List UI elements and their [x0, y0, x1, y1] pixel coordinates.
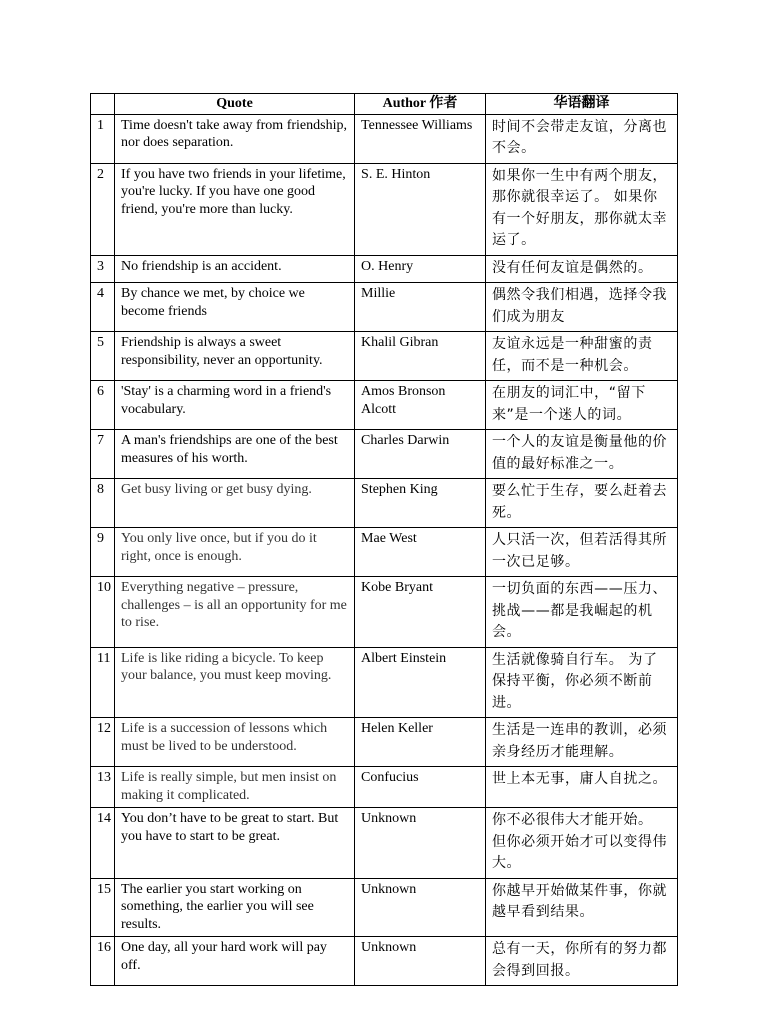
author-name: Unknown — [355, 878, 486, 937]
table-row — [91, 332, 678, 381]
chinese-translation: 你不必很伟大才能开始。 但你必须开始才可以变得伟大。 — [485, 808, 677, 879]
chinese-translation: 生活是一连串的教训，必须亲身经历才能理解。 — [485, 718, 677, 767]
header-number — [91, 94, 115, 115]
header-author: Author 作者 — [355, 94, 486, 115]
quote-text: Everything negative – pressure, challenges – is all an opportunity for me to rise. — [115, 577, 355, 648]
quote-text: A man's friendships are one of the best measures of his worth. — [115, 430, 355, 479]
chinese-translation: 生活就像骑自行车。 为了保持平衡，你必须不断前进。 — [485, 647, 677, 718]
header-row — [91, 94, 678, 115]
quote-text: Friendship is always a sweet responsibility, never an opportunity. — [115, 332, 355, 381]
author-name: Amos Bronson Alcott — [355, 381, 486, 430]
row-number: 5 — [91, 332, 115, 381]
author-name: Millie — [355, 283, 486, 332]
chinese-translation: 如果你一生中有两个朋友，那你就很幸运了。 如果你有一个好朋友，那你就太幸运了。 — [485, 163, 677, 255]
row-number: 6 — [91, 381, 115, 430]
table-row — [91, 767, 678, 808]
author-name: Tennessee Williams — [355, 114, 486, 163]
quote-text: The earlier you start working on something, the earlier you will see results. — [115, 878, 355, 937]
chinese-translation: 友谊永远是一种甜蜜的责任，而不是一种机会。 — [485, 332, 677, 381]
row-number: 4 — [91, 283, 115, 332]
author-name: Helen Keller — [355, 718, 486, 767]
table-row — [91, 381, 678, 430]
row-number: 1 — [91, 114, 115, 163]
row-number: 15 — [91, 878, 115, 937]
quote-text: Time doesn't take away from friendship, nor does separation. — [115, 114, 355, 163]
row-number: 16 — [91, 937, 115, 986]
header-quote: Quote — [115, 94, 355, 115]
row-number: 14 — [91, 808, 115, 879]
chinese-translation: 人只活一次，但若活得其所一次已足够。 — [485, 528, 677, 577]
table-row — [91, 577, 678, 648]
chinese-translation: 总有一天，你所有的努力都会得到回报。 — [485, 937, 677, 986]
author-name: Unknown — [355, 808, 486, 879]
author-name: O. Henry — [355, 255, 486, 283]
author-name: Unknown — [355, 937, 486, 986]
chinese-translation: 你越早开始做某件事，你就越早看到结果。 — [485, 878, 677, 937]
chinese-translation: 在朋友的词汇中，“留下来”是一个迷人的词。 — [485, 381, 677, 430]
row-number: 7 — [91, 430, 115, 479]
author-name: Stephen King — [355, 479, 486, 528]
table-row — [91, 937, 678, 986]
table-row — [91, 430, 678, 479]
table-row — [91, 718, 678, 767]
chinese-translation: 要么忙于生存，要么赶着去死。 — [485, 479, 677, 528]
chinese-translation: 世上本无事，庸人自扰之。 — [485, 767, 677, 808]
table-row — [91, 479, 678, 528]
chinese-translation: 时间不会带走友谊，分离也不会。 — [485, 114, 677, 163]
author-name: Charles Darwin — [355, 430, 486, 479]
chinese-translation: 偶然令我们相遇，选择令我们成为朋友 — [485, 283, 677, 332]
table-row — [91, 528, 678, 577]
row-number: 11 — [91, 647, 115, 718]
author-name: Confucius — [355, 767, 486, 808]
table-row — [91, 808, 678, 879]
chinese-translation: 一个人的友谊是衡量他的价值的最好标准之一。 — [485, 430, 677, 479]
quote-text: No friendship is an accident. — [115, 255, 355, 283]
row-number: 3 — [91, 255, 115, 283]
table-row — [91, 283, 678, 332]
quote-text: One day, all your hard work will pay off. — [115, 937, 355, 986]
row-number: 10 — [91, 577, 115, 648]
author-name: Albert Einstein — [355, 647, 486, 718]
chinese-translation: 一切负面的东西——压力、挑战——都是我崛起的机会。 — [485, 577, 677, 648]
header-translation: 华语翻译 — [485, 94, 677, 115]
row-number: 8 — [91, 479, 115, 528]
quote-text: Life is like riding a bicycle. To keep your balance, you must keep moving. — [115, 647, 355, 718]
table-body — [91, 114, 678, 986]
table-row — [91, 255, 678, 283]
table-row — [91, 878, 678, 937]
row-number: 2 — [91, 163, 115, 255]
author-name: Mae West — [355, 528, 486, 577]
quote-text: By chance we met, by choice we become friends — [115, 283, 355, 332]
quote-table — [90, 93, 678, 986]
quote-text: You don’t have to be great to start. But you have to start to be great. — [115, 808, 355, 879]
chinese-translation: 没有任何友谊是偶然的。 — [485, 255, 677, 283]
quote-text: Life is really simple, but men insist on making it complicated. — [115, 767, 355, 808]
author-name: Kobe Bryant — [355, 577, 486, 648]
table-row — [91, 114, 678, 163]
author-name: S. E. Hinton — [355, 163, 486, 255]
table-header — [91, 94, 678, 115]
row-number: 13 — [91, 767, 115, 808]
quote-text: Get busy living or get busy dying. — [115, 479, 355, 528]
row-number: 12 — [91, 718, 115, 767]
quote-text: 'Stay' is a charming word in a friend's vocabulary. — [115, 381, 355, 430]
quote-text: You only live once, but if you do it right, once is enough. — [115, 528, 355, 577]
table-row — [91, 647, 678, 718]
row-number: 9 — [91, 528, 115, 577]
table-row — [91, 163, 678, 255]
quote-text: Life is a succession of lessons which must be lived to be understood. — [115, 718, 355, 767]
quote-text: If you have two friends in your lifetime, you're lucky. If you have one good friend, you're more than lucky. — [115, 163, 355, 255]
author-name: Khalil Gibran — [355, 332, 486, 381]
